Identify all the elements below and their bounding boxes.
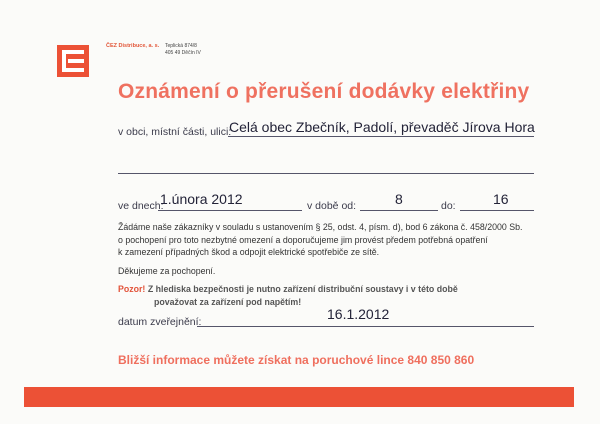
request-line-1: Žádáme naše zákazníky v souladu s ustanovením § 25, odst. 4, písm. d), bod 6 zákona č. 458/2000 Sb.	[118, 222, 523, 232]
request-paragraph	[118, 221, 558, 259]
address-line-1: Teplická 874/8	[165, 43, 197, 49]
date-line	[158, 210, 302, 211]
to-line	[460, 210, 534, 211]
cez-logo-icon	[57, 45, 89, 77]
info-text: Bližší informace můžete získat na poruchové lince 840 850 860	[118, 353, 475, 367]
date-value: 1.února 2012	[160, 191, 243, 207]
to-label: do:	[441, 200, 456, 212]
address-line-2: 405 49 Děčín IV	[165, 50, 201, 56]
to-value: 16	[493, 191, 509, 207]
company-name: ČEZ Distribuce, a. s.	[106, 43, 160, 49]
request-line-2: o pochopení pro toto nezbytné omezení a doporučujeme jim provést předem potřebná opatření	[118, 234, 488, 245]
published-line	[197, 326, 534, 327]
from-value: 8	[395, 191, 403, 207]
published-label: datum zveřejnění:	[118, 316, 202, 328]
company-address	[165, 43, 201, 57]
location-value: Celá obec Zbečník, Padolí, převaděč Jírova Hora	[229, 119, 535, 135]
request-line-3: k zamezení případných škod a odpojit elektrické spotřebiče ze sítě.	[118, 247, 380, 257]
location-line-1	[228, 136, 534, 137]
warning-line-1: Z hlediska bezpečnosti je nutno zařízení distribuční soustavy i v této době	[147, 284, 458, 294]
notice-title: Oznámení o přerušení dodávky elektřiny	[118, 80, 530, 103]
from-line	[360, 210, 438, 211]
thanks-text: Děkujeme za pochopení.	[118, 266, 216, 276]
published-value: 16.1.2012	[327, 306, 390, 322]
warning-line-2: považovat za zařízení pod napětím!	[154, 296, 302, 307]
brand-footer-bar	[24, 387, 574, 407]
from-label: v době od:	[307, 200, 357, 212]
warning-block	[118, 283, 538, 308]
location-label: v obci, místní části, ulici:	[118, 126, 232, 138]
warning-prefix: Pozor!	[118, 284, 146, 294]
location-line-2	[118, 173, 534, 174]
date-label: ve dnech:	[118, 200, 164, 212]
